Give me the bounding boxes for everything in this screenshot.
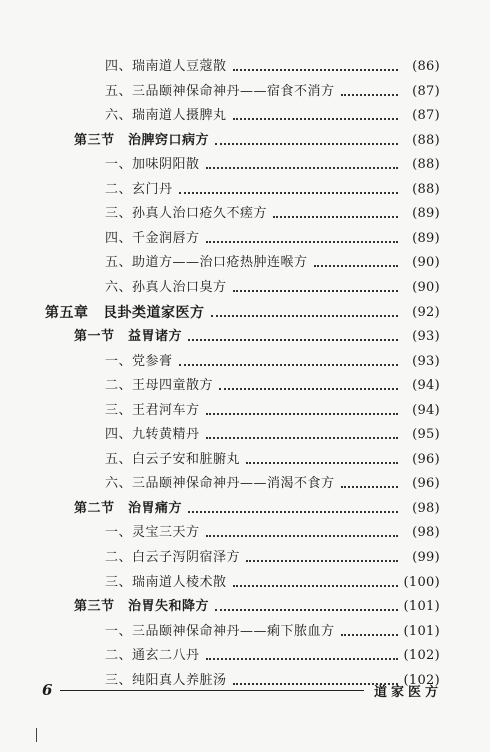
toc-entry-title: 第一节 益胃诸方 [74, 329, 183, 345]
dot-leader [215, 143, 398, 145]
toc-entry-page: (90) [412, 279, 440, 295]
dot-leader [233, 585, 398, 587]
toc-entry-title: 第二节 治胃痛方 [74, 500, 183, 516]
toc-section-row [0, 326, 490, 348]
toc-entry-title: 五、白云子安和脏腑丸 [105, 451, 241, 467]
dot-leader [179, 364, 398, 366]
toc-entry-page: (87) [412, 108, 440, 124]
dot-leader [233, 69, 398, 71]
toc-item-row [0, 81, 490, 103]
toc-entry-title: 三、孙真人治口疮久不瘥方 [105, 206, 268, 222]
toc-entry-page: (101) [403, 623, 440, 639]
dot-leader [206, 167, 398, 169]
toc-item-row [0, 621, 490, 643]
toc-entry-page: (88) [412, 132, 440, 148]
toc-item-row [0, 645, 490, 667]
toc-entry-page: (100) [403, 574, 440, 590]
toc-entry-page: (98) [412, 525, 440, 541]
dot-leader [188, 511, 398, 513]
toc-entry-title: 第五章 艮卦类道家医方 [45, 304, 205, 321]
toc-entry-page: (89) [412, 206, 440, 222]
toc-item-row [0, 400, 490, 422]
dot-leader [246, 462, 398, 464]
toc-entry-page: (96) [412, 476, 440, 492]
toc-entry-title: 二、玄门丹 [105, 181, 173, 197]
dot-leader [233, 118, 398, 120]
toc-section-row [0, 596, 490, 618]
toc-entry-page: (102) [403, 648, 440, 664]
dot-leader [341, 486, 398, 488]
toc-item-row [0, 547, 490, 569]
toc-entry-page: (93) [412, 353, 440, 369]
toc-entry-page: (102) [403, 672, 440, 688]
page-footer [42, 680, 442, 700]
dot-leader [206, 535, 398, 537]
toc-section-row [0, 498, 490, 520]
toc-entry-title: 三、纯阳真人养脏汤 [105, 672, 227, 688]
toc-entry-title: 一、加味阴阳散 [105, 157, 200, 173]
dot-leader [341, 94, 398, 96]
toc-entry-title: 一、灵宝三天方 [105, 525, 200, 541]
toc-item-row [0, 277, 490, 299]
toc-item-row [0, 522, 490, 544]
toc-entry-page: (101) [403, 599, 440, 615]
toc-entry-title: 第三节 治脾窍口病方 [74, 132, 210, 148]
toc-entry-page: (87) [412, 83, 440, 99]
dot-leader [273, 216, 398, 218]
toc-entry-page: (89) [412, 230, 440, 246]
toc-entry-title: 五、助道方——治口疮热肿连喉方 [105, 255, 308, 271]
toc-chapter-row [0, 302, 490, 324]
toc-entry-page: (95) [412, 427, 440, 443]
footer-rule [60, 690, 364, 691]
toc-entry-title: 六、三品颐神保命神丹——消渴不食方 [105, 476, 335, 492]
dot-leader [219, 388, 398, 390]
dot-leader [341, 634, 398, 636]
toc-entry-page: (90) [412, 255, 440, 271]
dot-leader [206, 658, 398, 660]
page-number: 6 [42, 681, 53, 699]
toc-entry-page: (88) [412, 181, 440, 197]
book-title: 道家医方 [373, 684, 442, 700]
toc-item-row [0, 375, 490, 397]
toc-entry-title: 二、通玄二八丹 [105, 648, 200, 664]
dot-leader [211, 315, 399, 317]
dot-leader [188, 339, 398, 341]
dot-leader [246, 560, 398, 562]
toc-entry-title: 二、王母四童散方 [105, 378, 214, 394]
dot-leader [233, 290, 398, 292]
toc-entry-page: (94) [412, 378, 440, 394]
toc-entry-title: 四、瑞南道人豆蔻散 [105, 59, 227, 74]
toc-item-row [0, 449, 490, 471]
scan-mark [36, 728, 37, 742]
toc-entry-page: (98) [412, 500, 440, 516]
dot-leader [179, 192, 398, 194]
toc-entry-page: (86) [412, 59, 440, 74]
toc-entry-title: 六、瑞南道人摄脾丸 [105, 108, 227, 124]
dot-leader [215, 609, 398, 611]
dot-leader [314, 265, 398, 267]
toc-entry-title: 三、王君河车方 [105, 402, 200, 418]
toc-item-row [0, 154, 490, 176]
toc-item-row [0, 473, 490, 495]
toc-entry-title: 第三节 治胃失和降方 [74, 599, 210, 615]
toc-entry-title: 一、三品颐神保命神丹——痢下脓血方 [105, 623, 335, 639]
toc-entry-title: 六、孙真人治口臭方 [105, 279, 227, 295]
toc-item-row [0, 252, 490, 274]
toc-item-row [0, 572, 490, 594]
toc-entry-title: 三、瑞南道人棱术散 [105, 574, 227, 590]
dot-leader [206, 413, 398, 415]
toc-item-row [0, 424, 490, 446]
toc-entry-title: 四、千金润唇方 [105, 230, 200, 246]
toc-item-row [0, 105, 490, 127]
toc-entry-page: (92) [412, 304, 440, 320]
toc-section-row [0, 130, 490, 152]
toc-entry-page: (88) [412, 157, 440, 173]
toc-entry-page: (93) [412, 329, 440, 345]
toc-item-row [0, 203, 490, 225]
toc-item-row [0, 228, 490, 250]
toc-item-row [0, 179, 490, 201]
toc-item-row [0, 351, 490, 373]
toc-entry-page: (94) [412, 402, 440, 418]
toc-entry-page: (99) [412, 550, 440, 565]
toc-entry-page: (96) [412, 451, 440, 467]
toc-entry-title: 二、白云子泻阴宿泽方 [105, 550, 241, 565]
toc-entry-title: 四、九转黄精丹 [105, 427, 200, 443]
toc-item-row [0, 56, 490, 78]
dot-leader [206, 241, 398, 243]
toc-entry-title: 五、三品颐神保命神丹——宿食不消方 [105, 83, 335, 99]
dot-leader [206, 437, 398, 439]
toc-entry-title: 一、党参膏 [105, 353, 173, 369]
